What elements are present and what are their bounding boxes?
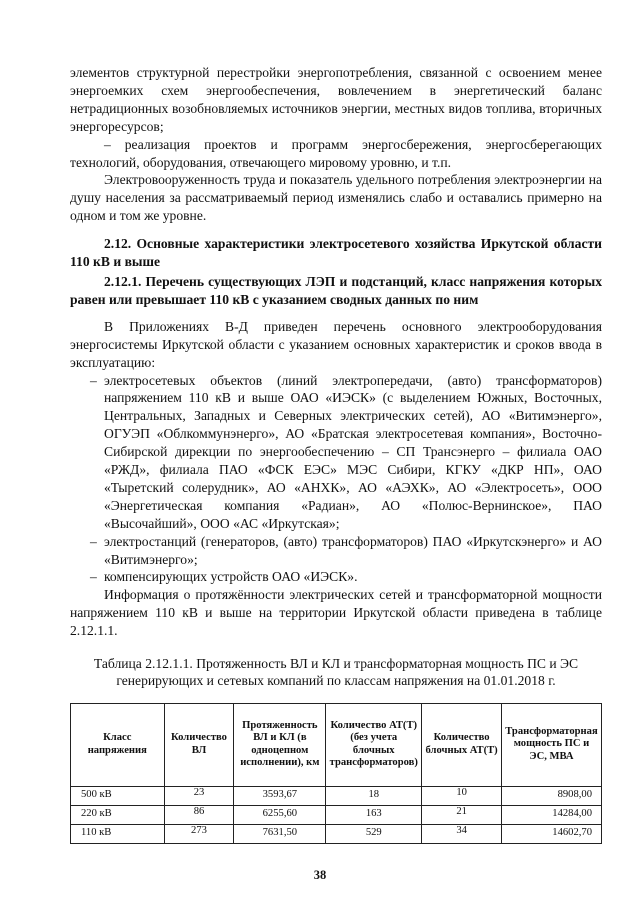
section-heading-2-12: 2.12. Основные характеристики электросетевого хозяйства Иркутской области 110 кВ и выше [70,236,602,270]
page-content [70,64,602,844]
table-cell: 14284,00 [501,805,601,824]
header-line-length: Протяженность ВЛ и КЛ (в одноцепном исполнении), км [234,703,326,786]
list-bullet: – [90,569,97,585]
paragraph-energy-saving: – реализация проектов и программ энергосбережения, энергосберегающих технологий, оборудования, отвечающего мировому уровню, и т.п. [70,136,602,170]
list-item-text: компенсирующих устройств ОАО «ИЭСК». [104,569,358,585]
list-item [70,568,602,586]
table-caption: Таблица 2.12.1.1. Протяженность ВЛ и КЛ и трансформаторная мощность ПС и ЭС генерирующих и сетевых компаний по классам напряжения на 01.01.2018 г. [93,656,579,689]
table-cell: 86 [164,805,234,824]
header-transformer-capacity: Трансформаторная мощность ПС и ЭС, МВА [501,703,601,786]
list-bullet: – [90,372,97,388]
paragraph-appendices: В Приложениях В-Д приведен перечень основного электрооборудования энергосистемы Иркутской области с указанием основных характеристик и сроков ввода в эксплуатацию: [70,318,602,370]
table-cell: 500 кВ [71,786,165,805]
table-cell: 23 [164,786,234,805]
equipment-list [70,372,602,587]
header-line-count: Количество ВЛ [164,703,234,786]
table-cell: 3593,67 [234,786,326,805]
table-header-row [71,703,602,786]
table-cell: 18 [326,786,422,805]
table-cell: 110 кВ [71,824,165,843]
list-item [70,372,602,533]
table-cell: 220 кВ [71,805,165,824]
paragraph-table-intro: Информация о протяжённости электрических сетей и трансформаторной мощности напряжением 110 кВ и выше на территории Иркутской области приведена в таблице 2.12.1.1. [70,587,602,639]
table-cell: 529 [326,824,422,843]
header-block-transformer-count: Количество блочных АТ(Т) [422,703,502,786]
table-row [71,786,602,805]
table-cell: 34 [422,824,502,843]
paragraph-electrification: Электровооруженность труда и показатель удельного потребления электроэнергии на душу населения за рассматриваемый период изменялись слабо и оставались примерно на одном и том же уровне. [70,172,602,224]
table-cell: 163 [326,805,422,824]
table-cell: 273 [164,824,234,843]
list-item-text: электростанций (генераторов, (авто) трансформаторов) ПАО «Иркутскэнерго» и АО «Витимэнерго»; [104,533,602,567]
table-cell: 6255,60 [234,805,326,824]
header-transformer-count: Количество АТ(Т) (без учета блочных трансформаторов) [326,703,422,786]
table-cell: 14602,70 [501,824,601,843]
section-heading-2-12-1: 2.12.1. Перечень существующих ЛЭП и подстанций, класс напряжения которых равен или превышает 110 кВ с указанием сводных данных по ним [70,273,602,307]
header-voltage-class: Класс напряжения [71,703,165,786]
list-item-text: электросетевых объектов (линий электропередачи, (авто) трансформаторов) напряжением 110 кВ и выше ОАО «ИЭСК» (с выделением Южных, Восточных, Центральных, Западных и Северных электрических сетей), АО «Витимэнерго», ОГУЭП «Облкоммунэнерго», АО «Братская электросетевая компания», Восточно-Сибирской дирекции по энергообеспечению – СП Трансэнерго – филиала ОАО «РЖД», филиала ПАО «ФСК ЕЭС» МЭС Сибири, КГКУ «ДКР НП», ОАО «Тыретский солерудник», АО «АНХК», АО «АЭХК», АО «Электросеть», ООО «Энергетическая компания «Радиан», АО «Полюс-Вернинское», ПАО «Высочайший», ООО «АС «Иркутская»; [104,372,602,531]
table-row [71,824,602,843]
list-bullet: – [90,533,97,549]
table-cell: 7631,50 [234,824,326,843]
table-cell: 10 [422,786,502,805]
paragraph-continuation: элементов структурной перестройки энергопотребления, связанной с освоением менее энергоемких схем энергообеспечения, вовлечением в энергетический баланс нетрадиционных возобновляемых источников энергии, местных видов топлива, вторичных энергоресурсов; [70,65,602,134]
table-row [71,805,602,824]
table-cell: 21 [422,805,502,824]
list-item [70,533,602,569]
page-number: 38 [313,868,327,882]
table-cell: 8908,00 [501,786,601,805]
voltage-class-table [70,703,602,844]
